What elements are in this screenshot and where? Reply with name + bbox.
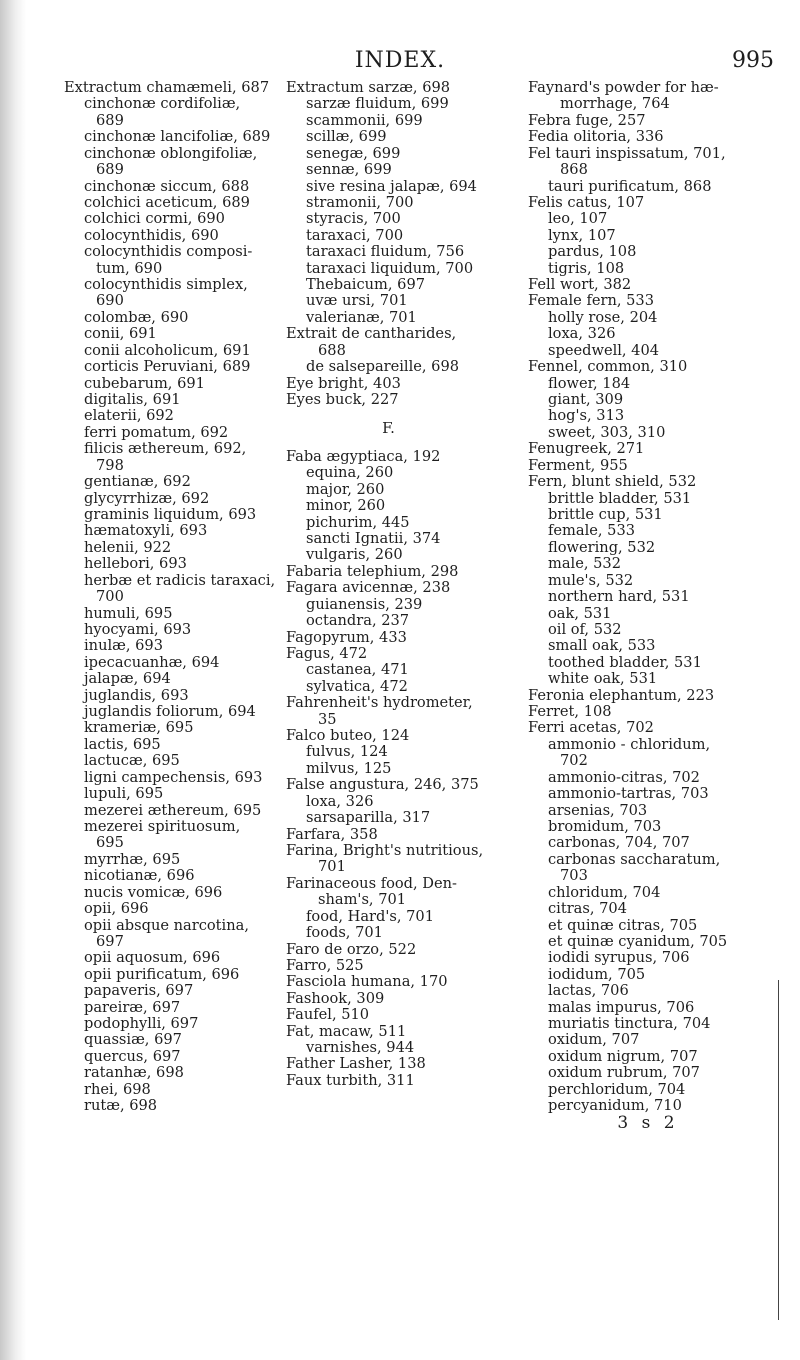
signature-mark: 3 s 2 bbox=[617, 1112, 679, 1133]
index-subentry: ammonio-tartras, 703 bbox=[548, 785, 709, 803]
index-entry: Feronia elephantum, 223 bbox=[528, 686, 715, 704]
index-subentry: giant, 309 bbox=[548, 391, 624, 409]
index-subentry: cubebarum, 691 bbox=[84, 374, 205, 392]
index-subentry: valerianæ, 701 bbox=[306, 308, 417, 326]
index-subentry: ipecacuanhæ, 694 bbox=[84, 653, 220, 671]
index-continuation: 703 bbox=[560, 867, 588, 885]
index-subentry: papaveris, 697 bbox=[84, 982, 194, 1000]
index-subentry: Thebaicum, 697 bbox=[306, 276, 426, 294]
index-subentry: graminis liquidum, 693 bbox=[84, 505, 257, 523]
index-continuation: 702 bbox=[560, 752, 588, 770]
index-subentry: de salsepareille, 698 bbox=[306, 358, 460, 376]
index-continuation: 798 bbox=[96, 456, 124, 474]
index-subentry: colchici cormi, 690 bbox=[84, 210, 225, 228]
index-subentry: rhei, 698 bbox=[84, 1080, 151, 1098]
index-subentry: tauri purificatum, 868 bbox=[548, 177, 712, 195]
index-entry: Ferret, 108 bbox=[528, 703, 612, 721]
index-subentry: senegæ, 699 bbox=[306, 144, 401, 162]
index-subentry: bromidum, 703 bbox=[548, 817, 662, 835]
index-subentry: opii, 696 bbox=[84, 900, 149, 918]
index-subentry: jalapæ, 694 bbox=[84, 670, 171, 688]
index-entry: Ferment, 955 bbox=[528, 456, 628, 474]
index-subentry: elaterii, 692 bbox=[84, 407, 174, 425]
index-subentry: ratanhæ, 698 bbox=[84, 1064, 184, 1082]
index-entry: Faynard's powder for hæ- bbox=[528, 79, 719, 96]
index-subentry: oak, 531 bbox=[548, 604, 612, 622]
index-subentry: styracis, 700 bbox=[306, 210, 401, 228]
index-subentry: colocynthidis simplex, bbox=[84, 276, 248, 294]
index-continuation: 690 bbox=[96, 292, 124, 310]
index-entry: Farinaceous food, Den- bbox=[286, 874, 457, 892]
index-subentry: male, 532 bbox=[548, 555, 621, 573]
index-subentry: herbæ et radicis taraxaci, bbox=[84, 571, 276, 589]
index-entry: Felis catus, 107 bbox=[528, 193, 645, 211]
index-subentry: cinchonæ siccum, 688 bbox=[84, 177, 250, 195]
index-entry: Ferri acetas, 702 bbox=[528, 719, 654, 737]
index-subentry: leo, 107 bbox=[548, 210, 608, 228]
index-subentry: lactas, 706 bbox=[548, 982, 629, 1000]
index-entry: Eyes buck, 227 bbox=[286, 391, 399, 409]
index-subentry: quercus, 697 bbox=[84, 1047, 181, 1065]
index-subentry: oxidum rubrum, 707 bbox=[548, 1064, 700, 1082]
index-subentry: sarsaparilla, 317 bbox=[306, 809, 431, 827]
index-subentry: oxidum nigrum, 707 bbox=[548, 1047, 698, 1065]
index-subentry: krameriæ, 695 bbox=[84, 719, 194, 737]
index-subentry: hellebori, 693 bbox=[84, 555, 187, 573]
index-continuation: 697 bbox=[96, 932, 124, 950]
index-entry: Farfara, 358 bbox=[286, 825, 378, 843]
index-subentry: fulvus, 124 bbox=[306, 743, 388, 761]
index-entry: Fennel, common, 310 bbox=[528, 358, 688, 376]
index-subentry: nicotianæ, 696 bbox=[84, 867, 195, 885]
index-subentry: ammonio - chloridum, bbox=[548, 735, 711, 753]
index-entry: Father Lasher, 138 bbox=[286, 1055, 426, 1073]
index-subentry: inulæ, 693 bbox=[84, 637, 163, 655]
index-subentry: hog's, 313 bbox=[548, 407, 625, 425]
index-subentry: sarzæ fluidum, 699 bbox=[306, 95, 449, 113]
index-subentry: scammonii, 699 bbox=[306, 111, 423, 129]
index-subentry: taraxaci fluidum, 756 bbox=[306, 243, 465, 261]
index-subentry: cinchonæ cordifoliæ, bbox=[84, 95, 241, 113]
index-subentry: sive resina jalapæ, 694 bbox=[306, 177, 477, 195]
section-letter: F. bbox=[382, 419, 395, 438]
index-subentry: myrrhæ, 695 bbox=[84, 850, 181, 868]
index-subentry: perchloridum, 704 bbox=[548, 1080, 686, 1098]
index-subentry: ligni campechensis, 693 bbox=[84, 768, 263, 786]
index-subentry: holly rose, 204 bbox=[548, 308, 658, 326]
index-entry: Female fern, 533 bbox=[528, 292, 654, 310]
index-subentry: nucis vomicæ, 696 bbox=[84, 883, 223, 901]
index-subentry: sennæ, 699 bbox=[306, 161, 392, 179]
index-subentry: oxidum, 707 bbox=[548, 1031, 640, 1049]
index-entry: Fabaria telephium, 298 bbox=[286, 562, 459, 580]
page-title: INDEX. bbox=[354, 48, 446, 73]
index-entry: Farina, Bright's nutritious, bbox=[286, 841, 484, 859]
index-entry: Fel tauri inspissatum, 701, bbox=[528, 144, 726, 162]
index-entry: Fenugreek, 271 bbox=[528, 440, 645, 458]
index-subentry: arsenias, 703 bbox=[548, 801, 648, 819]
index-subentry: flower, 184 bbox=[548, 374, 631, 392]
index-subentry: food, Hard's, 701 bbox=[306, 907, 434, 925]
index-subentry: taraxaci liquidum, 700 bbox=[306, 259, 474, 277]
index-entry: Fell wort, 382 bbox=[528, 276, 632, 294]
index-subentry: castanea, 471 bbox=[306, 661, 409, 679]
index-subentry: milvus, 125 bbox=[306, 759, 392, 777]
index-continuation: 701 bbox=[318, 858, 346, 876]
index-subentry: colocynthidis, 690 bbox=[84, 226, 219, 244]
index-subentry: carbonas saccharatum, bbox=[548, 850, 721, 868]
page-gutter-shadow bbox=[0, 0, 26, 1360]
index-subentry: uvæ ursi, 701 bbox=[306, 292, 408, 310]
page-number: 995 bbox=[732, 48, 774, 73]
index-subentry: sweet, 303, 310 bbox=[548, 423, 666, 441]
index-subentry: sancti Ignatii, 374 bbox=[306, 529, 441, 547]
index-subentry: pichurim, 445 bbox=[306, 513, 410, 531]
index-continuation: 689 bbox=[96, 111, 124, 129]
index-subentry: white oak, 531 bbox=[548, 670, 658, 688]
index-subentry: lupuli, 695 bbox=[84, 785, 164, 803]
index-subentry: ammonio-citras, 702 bbox=[548, 768, 700, 786]
index-subentry: major, 260 bbox=[306, 480, 385, 498]
index-subentry: percyanidum, 710 bbox=[548, 1097, 682, 1115]
index-subentry: quassiæ, 697 bbox=[84, 1031, 182, 1049]
index-continuation: 689 bbox=[96, 161, 124, 179]
index-continuation: sham's, 701 bbox=[318, 891, 407, 909]
index-subentry: sylvatica, 472 bbox=[306, 677, 408, 695]
index-subentry: colombæ, 690 bbox=[84, 308, 189, 326]
index-subentry: gentianæ, 692 bbox=[84, 473, 191, 491]
index-subentry: female, 533 bbox=[548, 522, 636, 540]
index-subentry: oil of, 532 bbox=[548, 620, 622, 638]
index-subentry: stramonii, 700 bbox=[306, 193, 414, 211]
index-continuation: 700 bbox=[96, 588, 124, 606]
index-entry: Fashook, 309 bbox=[286, 989, 385, 1007]
index-column-3 bbox=[528, 80, 768, 1131]
index-entry: Fahrenheit's hydrometer, bbox=[286, 694, 473, 712]
index-subentry: varnishes, 944 bbox=[306, 1039, 415, 1057]
index-subentry: cinchonæ oblongifoliæ, bbox=[84, 144, 258, 162]
index-subentry: helenii, 922 bbox=[84, 538, 172, 556]
index-subentry: corticis Peruviani, 689 bbox=[84, 358, 251, 376]
index-subentry: podophylli, 697 bbox=[84, 1015, 199, 1033]
page-header bbox=[0, 48, 800, 78]
index-subentry: mezerei æthereum, 695 bbox=[84, 801, 262, 819]
index-subentry: toothed bladder, 531 bbox=[548, 653, 702, 671]
index-subentry: equina, 260 bbox=[306, 464, 394, 482]
index-entry: Extrait de cantharides, bbox=[286, 325, 457, 343]
index-subentry: juglandis foliorum, 694 bbox=[84, 703, 256, 721]
index-subentry: brittle bladder, 531 bbox=[548, 489, 692, 507]
index-subentry: brittle cup, 531 bbox=[548, 505, 663, 523]
index-entry: Faux turbith, 311 bbox=[286, 1071, 415, 1089]
index-subentry: small oak, 533 bbox=[548, 637, 656, 655]
index-continuation: 695 bbox=[96, 834, 124, 852]
index-subentry: flowering, 532 bbox=[548, 538, 656, 556]
index-subentry: opii purificatum, 696 bbox=[84, 965, 240, 983]
index-entry: Fern, blunt shield, 532 bbox=[528, 473, 697, 491]
index-subentry: lactis, 695 bbox=[84, 735, 161, 753]
index-subentry: chloridum, 704 bbox=[548, 883, 661, 901]
index-entry: Fasciola humana, 170 bbox=[286, 973, 448, 991]
index-subentry: minor, 260 bbox=[306, 497, 386, 515]
index-continuation: tum, 690 bbox=[96, 259, 163, 277]
index-subentry: rutæ, 698 bbox=[84, 1097, 158, 1115]
index-subentry: hæmatoxyli, 693 bbox=[84, 522, 208, 540]
index-continuation: 868 bbox=[560, 161, 588, 179]
index-subentry: mule's, 532 bbox=[548, 571, 634, 589]
index-subentry: glycyrrhizæ, 692 bbox=[84, 489, 210, 507]
index-entry: Fagopyrum, 433 bbox=[286, 628, 407, 646]
index-subentry: colocynthidis composi- bbox=[84, 243, 253, 261]
index-subentry: mezerei spirituosum, bbox=[84, 817, 241, 835]
index-subentry: citras, 704 bbox=[548, 900, 628, 918]
index-subentry: vulgaris, 260 bbox=[306, 546, 403, 564]
index-subentry: octandra, 237 bbox=[306, 612, 410, 630]
index-entry: Febra fuge, 257 bbox=[528, 111, 646, 129]
index-subentry: et quinæ citras, 705 bbox=[548, 916, 698, 934]
index-continuation: morrhage, 764 bbox=[560, 95, 670, 113]
index-subentry: iodidi syrupus, 706 bbox=[548, 949, 690, 967]
index-continuation: 688 bbox=[318, 341, 346, 359]
index-subentry: cinchonæ lancifoliæ, 689 bbox=[84, 128, 271, 146]
index-entry: Faba ægyptiaca, 192 bbox=[286, 447, 441, 465]
index-subentry: colchici aceticum, 689 bbox=[84, 193, 250, 211]
index-subentry: opii aquosum, 696 bbox=[84, 949, 221, 967]
index-subentry: digitalis, 691 bbox=[84, 391, 181, 409]
index-subentry: northern hard, 531 bbox=[548, 588, 690, 606]
index-continuation: 35 bbox=[318, 710, 337, 728]
index-subentry: filicis æthereum, 692, bbox=[84, 440, 247, 458]
index-entry: Faro de orzo, 522 bbox=[286, 940, 417, 958]
index-entry: Fagus, 472 bbox=[286, 644, 368, 662]
index-subentry: opii absque narcotina, bbox=[84, 916, 249, 934]
index-subentry: foods, 701 bbox=[306, 924, 383, 942]
margin-rule bbox=[778, 980, 779, 1320]
index-subentry: ferri pomatum, 692 bbox=[84, 423, 229, 441]
index-entry: Faufel, 510 bbox=[286, 1006, 370, 1024]
index-entry: Extractum sarzæ, 698 bbox=[286, 79, 451, 96]
index-subentry: lactucæ, 695 bbox=[84, 752, 180, 770]
index-subentry: carbonas, 704, 707 bbox=[548, 834, 690, 852]
index-subentry: conii alcoholicum, 691 bbox=[84, 341, 251, 359]
index-subentry: muriatis tinctura, 704 bbox=[548, 1015, 711, 1033]
index-subentry: hyocyami, 693 bbox=[84, 620, 192, 638]
index-subentry: guianensis, 239 bbox=[306, 595, 423, 613]
index-entry: Fat, macaw, 511 bbox=[286, 1022, 407, 1040]
index-entry: Falco buteo, 124 bbox=[286, 727, 410, 745]
index-subentry: scillæ, 699 bbox=[306, 128, 387, 146]
index-subentry: humuli, 695 bbox=[84, 604, 173, 622]
index-subentry: conii, 691 bbox=[84, 325, 157, 343]
index-entry: Farro, 525 bbox=[286, 956, 364, 974]
index-subentry: loxa, 326 bbox=[306, 792, 374, 810]
index-subentry: malas impurus, 706 bbox=[548, 998, 695, 1016]
index-subentry: loxa, 326 bbox=[548, 325, 616, 343]
index-subentry: taraxaci, 700 bbox=[306, 226, 404, 244]
index-entry: Extractum chamæmeli, 687 bbox=[64, 79, 270, 96]
index-subentry: tigris, 108 bbox=[548, 259, 625, 277]
index-column-1 bbox=[64, 79, 276, 1115]
index-subentry: juglandis, 693 bbox=[84, 686, 189, 704]
index-subentry: lynx, 107 bbox=[548, 226, 616, 244]
index-entry: Fagara avicennæ, 238 bbox=[286, 579, 451, 597]
index-subentry: pareiræ, 697 bbox=[84, 998, 181, 1016]
index-entry: Eye bright, 403 bbox=[286, 374, 401, 392]
index-column-2 bbox=[286, 80, 491, 1089]
index-subentry: et quinæ cyanidum, 705 bbox=[548, 932, 728, 950]
index-subentry: speedwell, 404 bbox=[548, 341, 660, 359]
index-entry: False angustura, 246, 375 bbox=[286, 776, 479, 794]
index-entry: Fedia olitoria, 336 bbox=[528, 128, 664, 146]
index-subentry: pardus, 108 bbox=[548, 243, 637, 261]
index-subentry: iodidum, 705 bbox=[548, 965, 646, 983]
